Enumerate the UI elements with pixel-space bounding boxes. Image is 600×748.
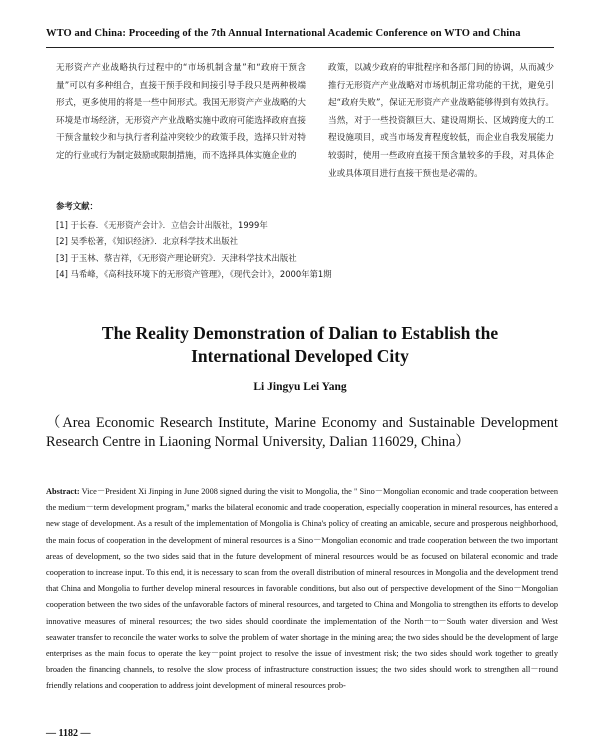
references-heading: 参考文献： — [56, 201, 98, 211]
paper-title — [40, 322, 560, 368]
reference-item: [1] 于长春．《无形资产会计》．立信会计出版社，1999年 — [56, 219, 268, 230]
reference-item: [3] 于玉林、蔡吉祥，《无形资产理论研究》．天津科学技术出版社 — [56, 252, 297, 263]
paper-title-line-2: International Developed City — [191, 346, 409, 366]
reference-item: [4] 马希峰，《高科技环境下的无形资产管理》，《现代会计》，2000年第1期 — [56, 269, 332, 280]
paper-abstract — [46, 484, 558, 695]
abstract-text: Vice－President Xi Jinping in June 2008 signed during the visit to Mongolia, the " Sino－Mongolian economic and trade cooperation between the medium－term development program," marks the bilateral economic and trade cooperation, especially cooperation in mineral resources, has entered a new stage of development. As a result of the implementation of Mongolia is China's policy of creating an amicable, secure and prosperous neighborhood, the main focus of cooperation in the development of mineral resources is a Sino－Mongolian economic and trade cooperation between the two important areas of development, so the two sides said that in the future development of mineral resources would be as focused on bilateral economic and trade cooperation to increase input. To this end, it is necessary to scan from the overall distribution of mineral resources in Mongolia and the development trend that China and Mongolia to further develop mineral resources in favorable conditions, but also out of perspective development of the Sino－Mongolian cooperation between the two sides of the unfavorable factors of mineral resources, and targeted to China and Mongolia to strengthen its efforts to develop innovative measures of mineral resources; the two sides should coordinate the implementation of the North－to－South water diversion and West seawater transfer to reconcile the water works to solve the problem of water shortage in the mining area; the two sides should be the development of large enterprises as the main focus to operate the key－point project to resolve the issue of investment risk; the two sides should work together to greatly broaden the financing channels, to resolve the slow process of infrastructure construction issues; the two sides should work to strengthen all－round friendly relations and cooperation to address joint development of mineral resources prob- — [46, 487, 558, 691]
running-header: WTO and China: Proceeding of the 7th Annual International Academic Conference on WTO and China — [46, 28, 521, 39]
chinese-body-columns — [56, 60, 554, 183]
paper-title-line-1: The Reality Demonstration of Dalian to Establish the — [101, 323, 499, 343]
references — [56, 198, 526, 283]
header-divider — [46, 47, 554, 48]
body-right-column: 政策，以减少政府的审批程序和各部门间的协调，从而减少推行无形资产产业战略对市场机制正常功能的干扰，避免引起“政府失败”，保证无形资产产业战略能够得到有效执行。当然，对于一些投资额巨大、建设周期长、区域跨度大的工程设施项目，或当市场发育程度较低，而企业自我发展能力较弱时，使用一些政府直接干预含量较多的手段，对具体企业或具体项目进行直接干预也是必需的。 — [328, 63, 554, 179]
body-left-column: 无形资产产业战略执行过程中的“市场机制含量”和“政府干预含量”可以有多种组合，直接干预手段和间接引导手段只是两种极端形式，更多使用的将是一些中间形式。我国无形资产产业战略的大环境是市场经济，无形资产产业战略实施中政府可能选择政府直接干预含量较少和与执行者利益冲突较少的政策手段，选择只针对特定的行业或行为制定鼓励或限制措施，而不选择具体实施企业的 — [56, 63, 306, 161]
paper-authors: Li Jingyu Lei Yang — [253, 381, 347, 393]
page-number: — 1182 — — [46, 728, 91, 739]
paper-affiliation: （Area Economic Research Institute, Marine Economy and Sustainable Development Research Centre in Liaoning Normal University, Dalian 116029, China） — [46, 415, 558, 450]
reference-item: [2] 吴季松著，《知识经济》．北京科学技术出版社 — [56, 236, 239, 247]
abstract-label: Abstract: — [46, 487, 80, 496]
